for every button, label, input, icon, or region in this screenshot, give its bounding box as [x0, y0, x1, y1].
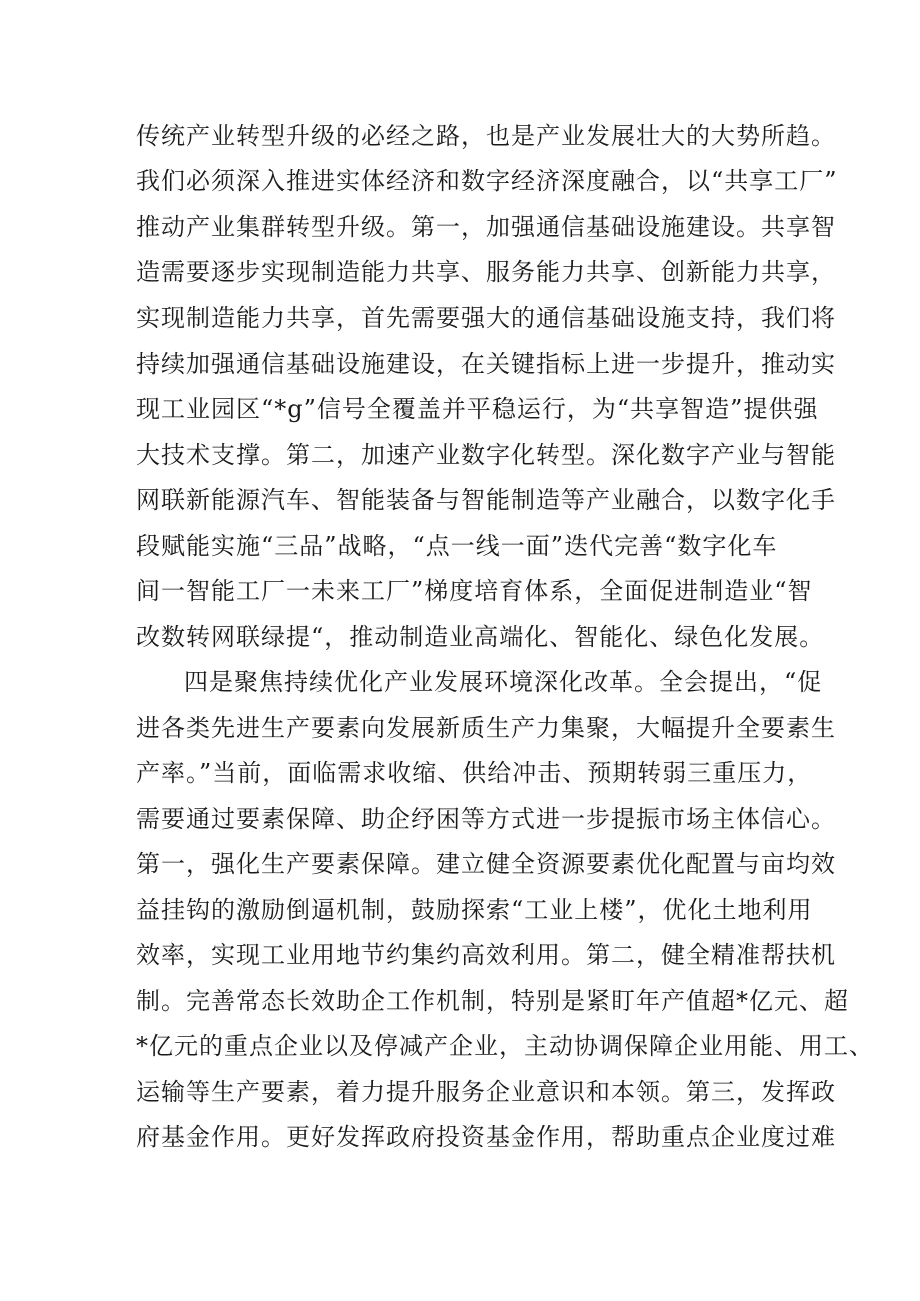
text-line: *亿元的重点企业以及停减产企业，主动协调保障企业用能、用工、	[136, 1032, 874, 1060]
text-line: 府基金作用。更好发挥政府投资基金作用，帮助重点企业度过难	[136, 1123, 836, 1151]
text-line: 进各类先进生产要素向发展新质生产力集聚，大幅提升全要素生	[136, 714, 836, 742]
text-line: 段赋能实施“三品”战略，“点一线一面”迭代完善“数字化车	[136, 532, 778, 560]
paragraph-first-line: 四是聚焦持续优化产业发展环境深化改革。全会提出，“促	[184, 668, 823, 696]
text-line: 造需要逐步实现制造能力共享、服务能力共享、创新能力共享，	[136, 258, 836, 286]
text-line: 网联新能源汽车、智能装备与智能制造等产业融合，以数字化手	[136, 486, 836, 514]
text-line: 现工业园区“*g”信号全覆盖并平稳运行，为“共享智造”提供强	[136, 395, 819, 423]
text-line: 效率，实现工业用地节约集约高效利用。第二，健全精准帮扶机	[136, 941, 836, 969]
text-line: 我们必须深入推进实体经济和数字经济深度融合，以“共享工厂”	[136, 167, 838, 195]
text-line: 持续加强通信基础设施建设，在关键指标上进一步提升，推动实	[136, 350, 836, 378]
text-line: 需要通过要素保障、助企纾困等方式进一步提振市场主体信心。	[136, 805, 836, 833]
text-line: 产率。”当前，面临需求收缩、供给冲击、预期转弱三重压力，	[136, 759, 813, 787]
text-line: 益挂钩的激励倒逼机制，鼓励探索“工业上楼”，优化土地利用	[136, 896, 813, 924]
text-line: 第一，强化生产要素保障。建立健全资源要素优化配置与亩均效	[136, 850, 836, 878]
text-line: 制。完善常态长效助企工作机制，特别是紧盯年产值超*亿元、超	[136, 987, 849, 1015]
text-line: 间一智能工厂一未来工厂”梯度培育体系，全面促进制造业“智	[136, 577, 813, 605]
text-line: 推动产业集群转型升级。第一，加强通信基础设施建设。共享智	[136, 213, 836, 241]
text-line: 运输等生产要素，着力提升服务企业意识和本领。第三，发挥政	[136, 1078, 836, 1106]
text-line: 大技术支撑。第二，加速产业数字化转型。深化数字产业与智能	[136, 441, 836, 469]
text-line: 实现制造能力共享，首先需要强大的通信基础设施支持，我们将	[136, 304, 836, 332]
text-line: 传统产业转型升级的必经之路，也是产业发展壮大的大势所趋。	[136, 122, 836, 150]
text-line: 改数转网联绿提“，推动制造业高端化、智能化、绿色化发展。	[136, 623, 825, 651]
